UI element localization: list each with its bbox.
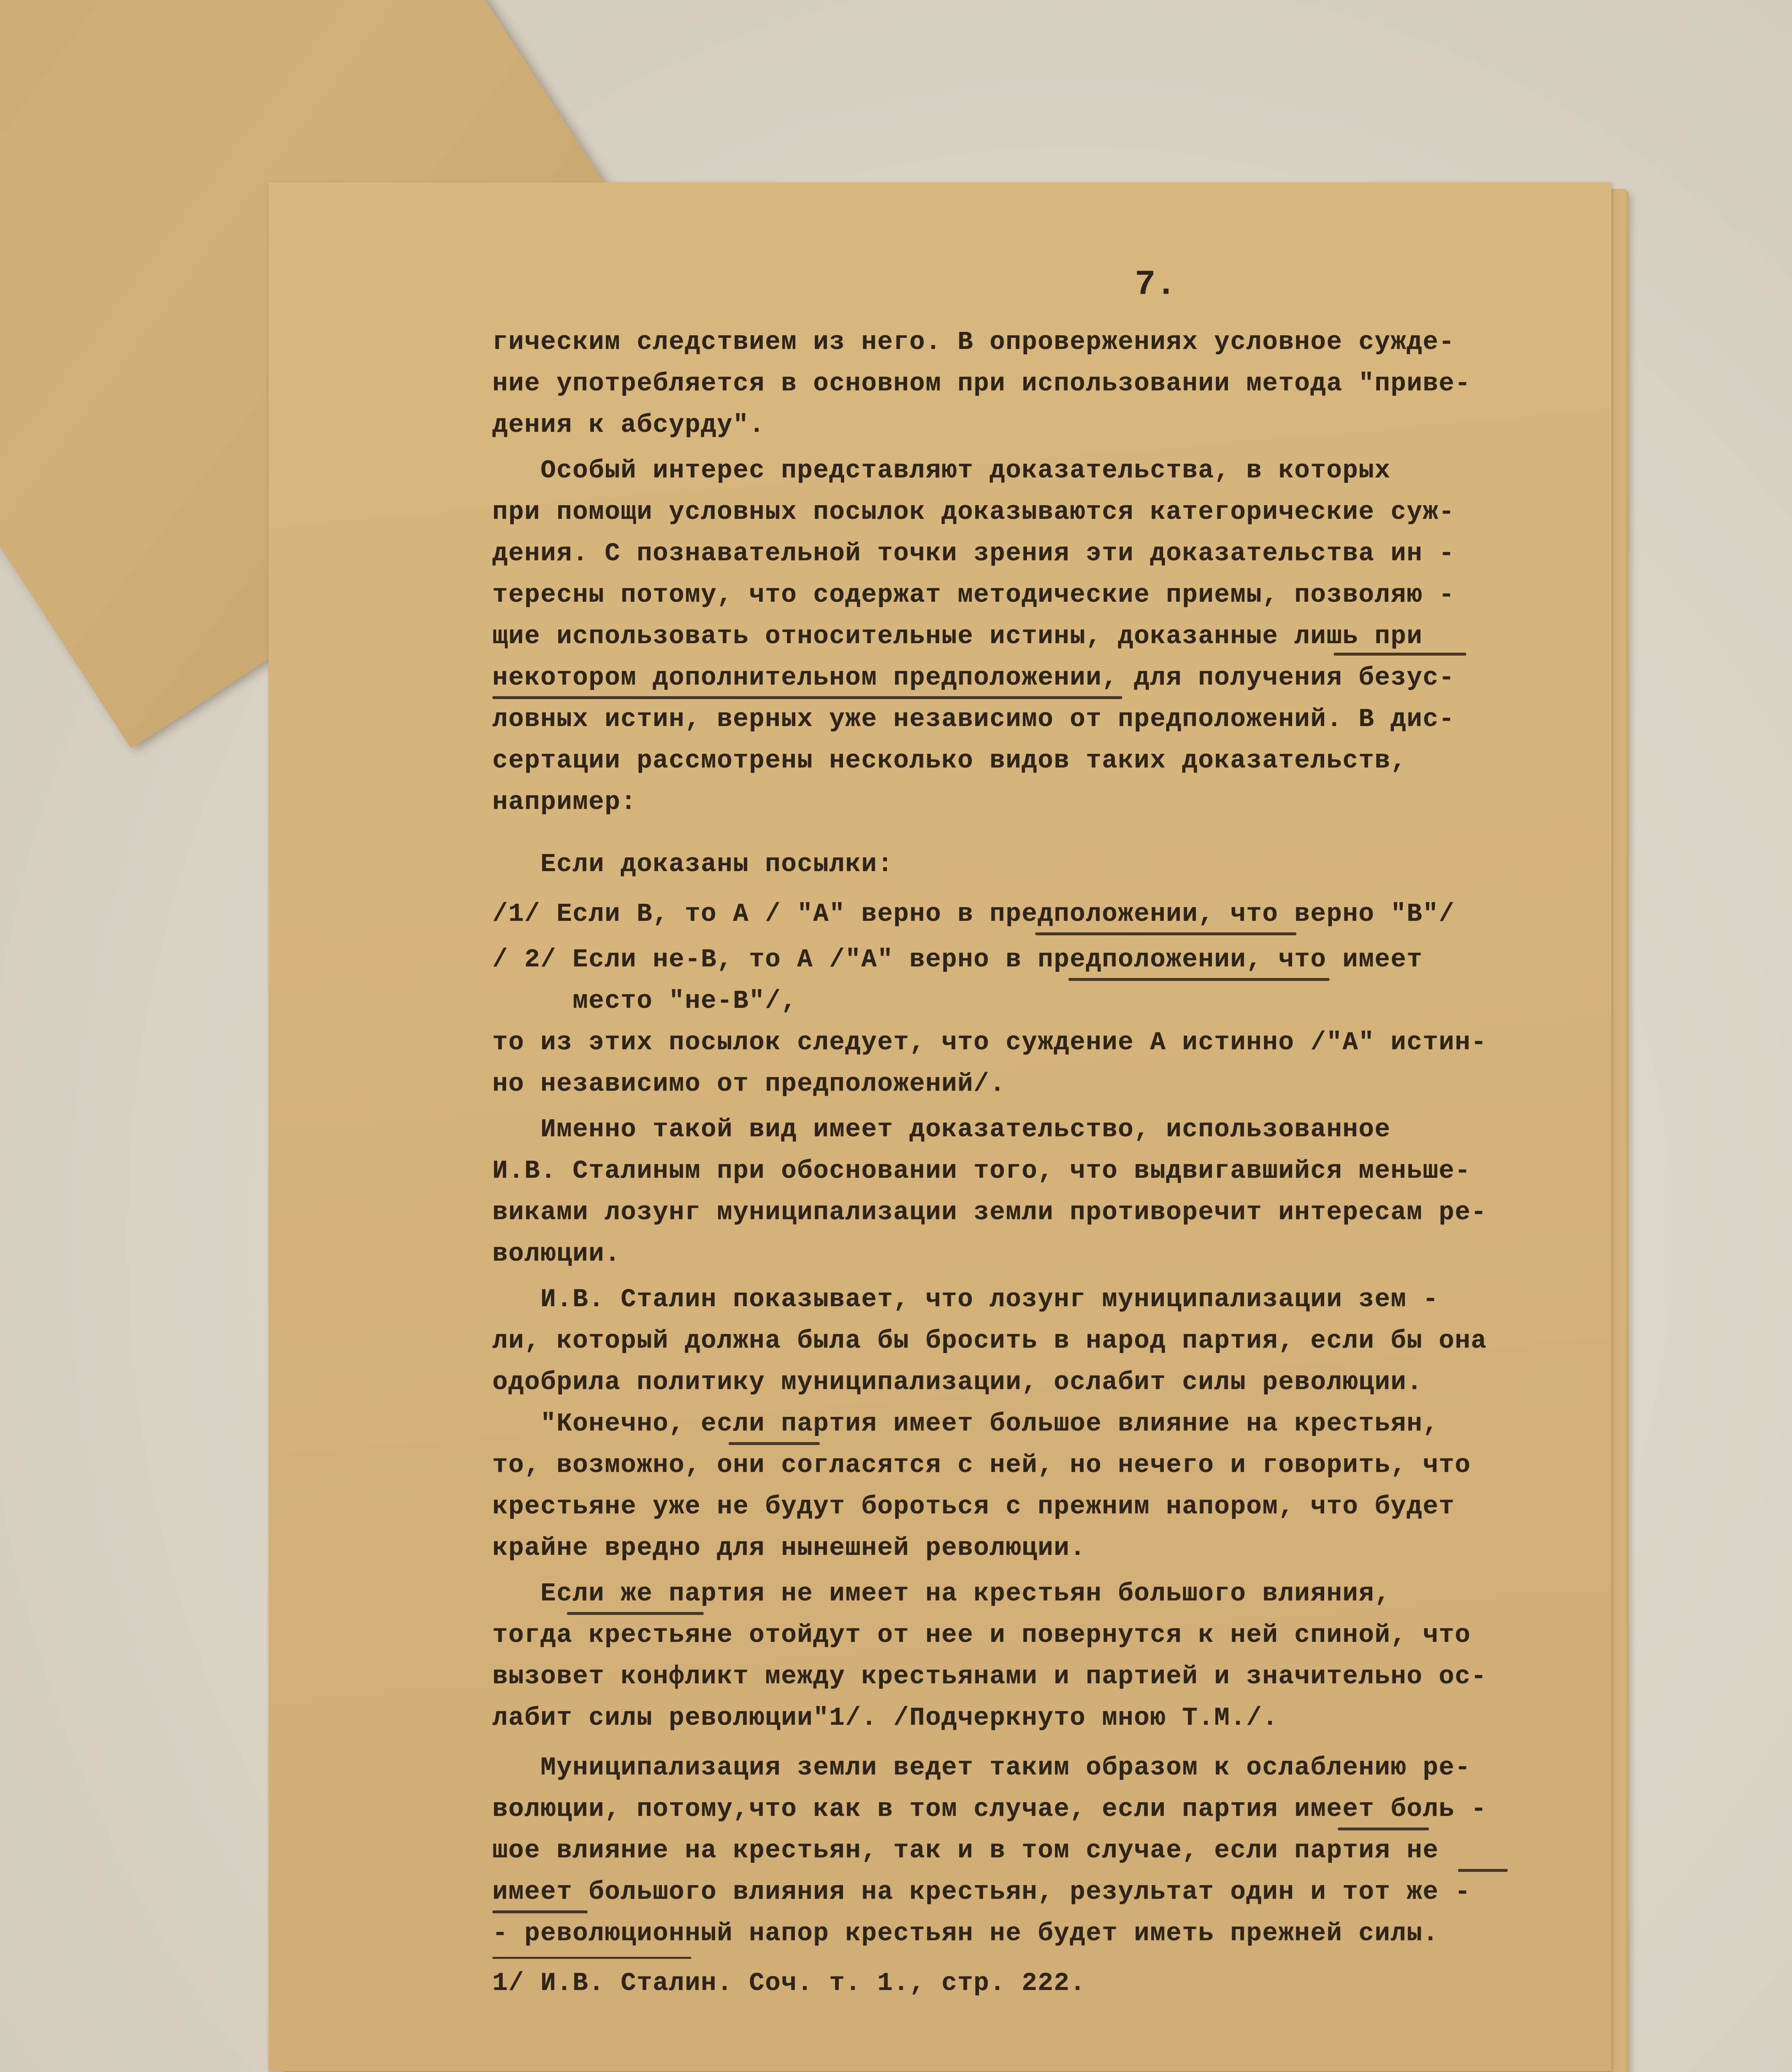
text-line: одобрила политику муниципализации, ослабит силы революции. <box>492 1368 1423 1397</box>
pencil-underline <box>492 1910 588 1913</box>
text-line: - революционный напор крестьян не будет иметь прежней силы. <box>492 1919 1439 1948</box>
typewritten-page <box>269 182 1611 2071</box>
pencil-underline <box>729 1442 820 1445</box>
text-line: И.В. Сталин показывает, что лозунг муниципализации зем - <box>492 1285 1439 1314</box>
text-line: виками лозунг муниципализации земли противоречит интересам ре- <box>492 1198 1487 1227</box>
back-page-text <box>0 0 369 153</box>
text-line: ли, который должна была бы бросить в народ партия, если бы она <box>492 1326 1487 1356</box>
text-line: дения. С познавательной точки зрения эти доказательства ин - <box>492 539 1455 568</box>
text-line: но независимо от предположений/. <box>492 1069 1006 1099</box>
text-line: лабит силы революции"1/. /Подчеркнуто мною Т.М./. <box>492 1703 1279 1733</box>
text-line: некотором дополнительном предположении, для получения безус- <box>492 663 1455 692</box>
pencil-underline <box>492 696 1122 699</box>
text-line: ние употребляется в основном при использовании метода "приве- <box>492 369 1471 398</box>
text-line: щие использовать относительные истины, доказанные лишь при <box>492 622 1423 651</box>
text-line: волюции. <box>492 1239 621 1268</box>
text-line: Муниципализация земли ведет таким образом к ослаблению ре- <box>492 1753 1471 1782</box>
text-line: например: <box>492 787 637 817</box>
text-line: при помощи условных посылок доказываются категорические суж- <box>492 497 1455 527</box>
text-line: то, возможно, они согласятся с ней, но нечего и говорить, что <box>492 1450 1471 1480</box>
text-line: тересны потому, что содержат методические приемы, позволяю - <box>492 580 1455 610</box>
pencil-underline <box>1334 653 1466 656</box>
pencil-underline <box>1458 1869 1508 1872</box>
text-line: "Конечно, если партия имеет большое влияние на крестьян, <box>492 1409 1439 1438</box>
text-line: ловных истин, верных уже независимо от предположений. В дис- <box>492 704 1455 734</box>
text-line: место "не-В"/, <box>492 986 797 1016</box>
pencil-underline <box>1068 978 1329 981</box>
text-line: Если же партия не имеет на крестьян большого влияния, <box>492 1579 1391 1608</box>
footnote: 1/ И.В. Сталин. Соч. т. 1., стр. 222. <box>492 1968 1086 1998</box>
text-line: имеет большого влияния на крестьян, результат один и тот же - <box>492 1877 1471 1907</box>
page-number: 7. <box>1135 265 1177 305</box>
text-line: то из этих посылок следует, что суждение А истинно /"А" истин- <box>492 1028 1487 1057</box>
text-line: /1/ Если В, то А / "А" верно в предположении, что верно "В"/ <box>492 899 1455 929</box>
text-line: крестьяне уже не будут бороться с прежним напором, что будет <box>492 1492 1455 1521</box>
text-line: вызовет конфликт между крестьянами и партией и значительно ос- <box>492 1662 1487 1691</box>
pencil-underline <box>1035 932 1296 935</box>
text-line: / 2/ Если не-В, то А /"А" верно в предположении, что имеет <box>492 945 1423 974</box>
text-line: крайне вредно для нынешней революции. <box>492 1533 1086 1563</box>
text-line: Особый интерес представляют доказательства, в которых <box>492 456 1391 485</box>
text-line: гическим следствием из него. В опровержениях условное сужде- <box>492 327 1455 357</box>
text-line: сертации рассмотрены несколько видов таких доказательств, <box>492 746 1407 775</box>
pencil-underline <box>1338 1828 1429 1830</box>
page-content <box>269 182 1611 2071</box>
footnote-rule <box>492 1957 691 1959</box>
text-line: И.В. Сталиным при обосновании того, что выдвигавшийся меньше- <box>492 1156 1471 1186</box>
text-line: дения к абсурду". <box>492 410 765 440</box>
text-line: Именно такой вид имеет доказательство, использованное <box>492 1115 1391 1144</box>
text-line: волюции, потому,что как в том случае, если партия имеет боль - <box>492 1794 1487 1824</box>
text-line: тогда крестьяне отойдут от нее и повернутся к ней спиной, что <box>492 1620 1471 1650</box>
text-line: Если доказаны посылки: <box>492 850 894 879</box>
pencil-underline <box>567 1612 704 1615</box>
text-line: шое влияние на крестьян, так и в том случае, если партия не <box>492 1836 1439 1865</box>
